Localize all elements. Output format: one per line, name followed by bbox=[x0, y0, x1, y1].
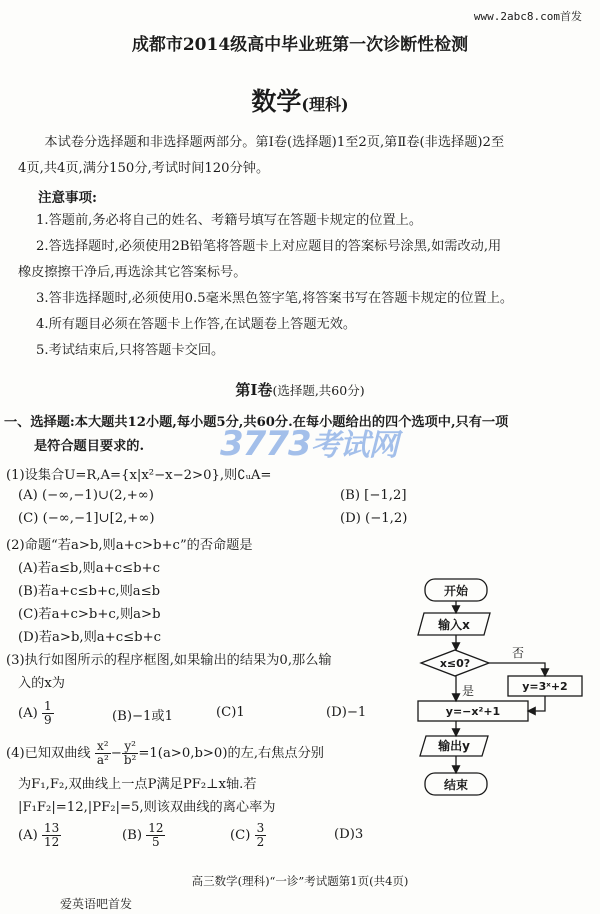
notes-list bbox=[18, 208, 584, 364]
q2-option-d: (D)若a>b,则a+c≤b+c bbox=[18, 630, 162, 645]
flowchart bbox=[400, 575, 590, 810]
flow-no-label: 否 bbox=[511, 646, 525, 660]
q1-option-a: (A) (−∞,−1)∪(2,+∞) bbox=[18, 488, 154, 503]
flow-condition-label: x≤0? bbox=[439, 657, 471, 670]
subject-sub: (理科) bbox=[301, 95, 349, 114]
note-item: 2.答选择题时,必须使用2B铅笔将答题卡上对应题目的答案标号涂黑,如需改动,用 bbox=[36, 239, 502, 254]
q4-fraction-x: $\frac{\text{x²}}{\text{a²}}$ bbox=[96, 739, 109, 767]
footer-source: 爱英语吧首发 bbox=[60, 897, 133, 911]
q2-option-a: (A)若a≤b,则a+c≤b+c bbox=[18, 561, 160, 576]
note-item: 1.答题前,务必将自己的姓名、考籍号填写在答题卡规定的位置上。 bbox=[36, 213, 423, 228]
note-item: 橡皮擦擦干净后,再选涂其它答案标号。 bbox=[18, 265, 247, 280]
q1-stem: (1)设集合U=R,A={x|x²−x−2>0},则∁ᵤA= bbox=[6, 468, 272, 483]
q4-option-d: (D)3 bbox=[334, 827, 364, 842]
part-line: 一、选择题:本大题共12小题,每小题5分,共60分.在每小题给出的四个选项中,只有一项 bbox=[4, 415, 509, 430]
intro-line: 本试卷分选择题和非选择题两部分。第Ⅰ卷(选择题)1至2页,第Ⅱ卷(非选择题)2至 bbox=[44, 135, 505, 150]
q1-option-b: (B) [−1,2] bbox=[340, 488, 407, 503]
intro-paragraph bbox=[18, 130, 578, 182]
q2-stem: (2)命题“若a>b,则a+c>b+c”的否命题是 bbox=[6, 538, 253, 553]
flow-no-branch-label: y=3ˣ+2 bbox=[522, 680, 568, 693]
q4-stem-line3: |F₁F₂|=12,|PF₂|=5,则该双曲线的离心率为 bbox=[18, 800, 276, 815]
subject-title bbox=[0, 82, 600, 118]
q4-stem-line1: (4)已知双曲线 $\frac{\text{x²}}{\text{a²}}$ − $\frac{\text{y²}}{\text{b²}}$ =1(a>0,b>0)的左,右焦点分别 bbox=[6, 739, 324, 767]
flow-end-label: 结束 bbox=[443, 778, 469, 792]
flow-start-label: 开始 bbox=[443, 584, 469, 598]
q3-option-c: (C)1 bbox=[216, 705, 245, 720]
notes-title: 注意事项: bbox=[38, 190, 97, 206]
q4-fraction-y: $\frac{\text{y²}}{\text{b²}}$ bbox=[123, 739, 137, 767]
q3-stem-line1: (3)执行如图所示的程序框图,如果输出的结果为0,那么输 bbox=[6, 653, 332, 668]
q2-option-c: (C)若a+c>b+c,则a>b bbox=[18, 607, 161, 622]
q4-stem-line2: 为F₁,F₂,双曲线上一点P满足PF₂⊥x轴.若 bbox=[18, 777, 257, 792]
flow-yes-label: 是 bbox=[461, 684, 475, 698]
q1-option-c: (C) (−∞,−1]∪[2,+∞) bbox=[18, 511, 155, 526]
q3-option-a-label: (A) bbox=[18, 706, 38, 721]
site-watermark-text: www.2abc8.com首发 bbox=[473, 10, 582, 23]
note-item: 4.所有题目必须在答题卡上作答,在试题卷上答题无效。 bbox=[36, 317, 357, 332]
exam-title: 成都市2014级高中毕业班第一次诊断性检测 bbox=[131, 35, 469, 55]
q3-option-d: (D)−1 bbox=[326, 705, 367, 720]
flow-input-label: 输入x bbox=[438, 618, 470, 632]
flow-output-label: 输出y bbox=[438, 739, 470, 753]
q3-option-b: (B)−1或1 bbox=[112, 709, 173, 724]
section-title bbox=[0, 379, 600, 400]
part-line: 是符合题目要求的. bbox=[34, 439, 145, 454]
q4-option-b: (B) $\frac{12}{5}$ bbox=[122, 821, 164, 849]
q4-option-a: (A) $\frac{13}{12}$ bbox=[18, 821, 60, 849]
subject-name: 数学 bbox=[251, 87, 302, 116]
q3-option-a bbox=[18, 700, 54, 727]
q3-stem-line2: 入的x为 bbox=[18, 676, 65, 691]
intro-line: 4页,共4页,满分150分,考试时间120分钟。 bbox=[18, 161, 270, 176]
flow-yes-branch-label: y=−x²+1 bbox=[445, 705, 501, 718]
page-footer: 高三数学(理科)“一诊”考试题第1页(共4页) bbox=[191, 874, 409, 888]
note-item: 5.考试结束后,只将答题卡交回。 bbox=[36, 343, 225, 358]
q1-option-d: (D) (−1,2) bbox=[340, 511, 408, 526]
q4-option-c: (C) $\frac{3}{2}$ bbox=[230, 821, 265, 849]
section-title-main: 第Ⅰ卷 bbox=[235, 381, 273, 399]
q2-option-b: (B)若a+c≤b+c,则a≤b bbox=[18, 584, 161, 599]
note-item: 3.答非选择题时,必须使用0.5毫米黑色签字笔,将答案书写在答题卡规定的位置上。 bbox=[36, 291, 514, 306]
section-title-sub: (选择题,共60分) bbox=[272, 383, 365, 398]
watermark-logo: 3773考试网 bbox=[220, 424, 398, 464]
q3-option-a-fraction: $\frac{1}{9}$ bbox=[44, 699, 52, 727]
